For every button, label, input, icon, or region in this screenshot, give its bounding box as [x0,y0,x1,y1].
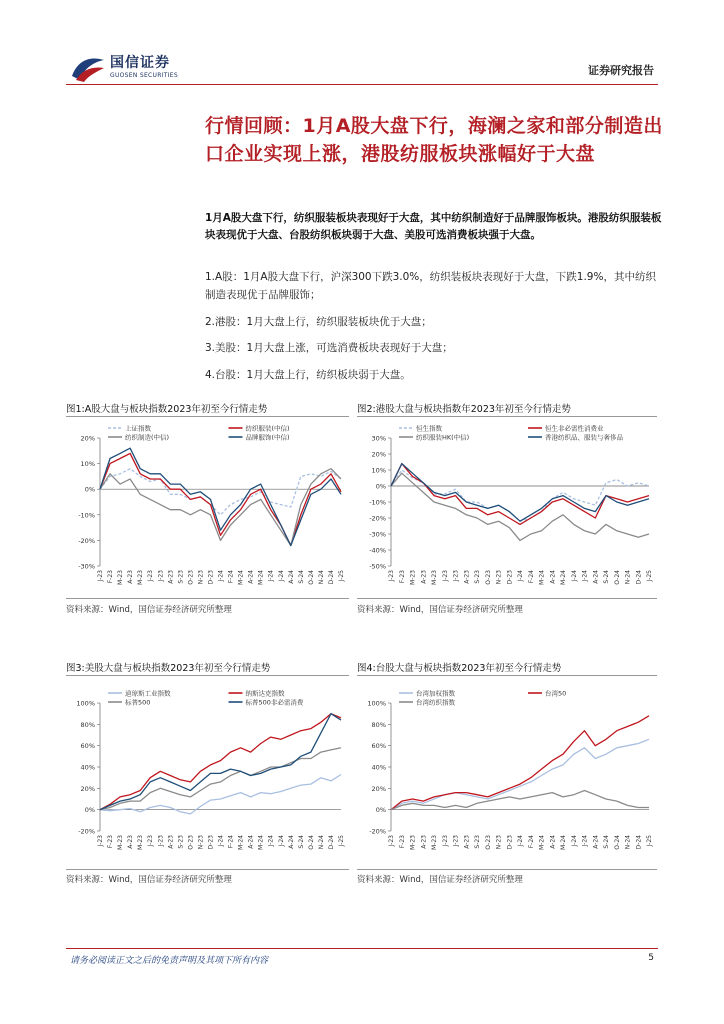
x-tick-label: N-23 [495,570,503,585]
logo [70,52,220,92]
x-tick-label: S-23 [474,570,481,584]
point-3: 3.美股：1月大盘上涨，可选消费板块表现好于大盘； [205,342,453,354]
x-tick-label: O-23 [187,835,195,850]
section-title: 行情回顾：1月A股大盘下行，海澜之家和部分制造出口企业实现上涨，港股纺服板块涨幅好于大盘 [205,115,663,165]
figure-3-rule [66,675,349,676]
x-tick-label: J-24 [581,835,589,847]
y-tick-label: 80% [371,720,386,729]
x-tick-label: J-25 [338,570,345,582]
y-tick-label: 60% [371,742,386,751]
figure-1-rule [66,416,349,417]
y-tick-label: 60% [80,742,95,751]
x-tick-label: S-23 [177,835,185,849]
y-tick-label: 40% [371,763,386,772]
y-tick-label: 100% [76,699,95,708]
legend-label: 纺织服装HK(中信) [416,433,470,442]
y-tick-label: 0% [375,806,386,815]
x-tick-label: O-23 [484,570,492,585]
x-tick-label: N-23 [197,570,205,585]
figure-1-bottom-rule [66,598,349,599]
y-tick-label: -20% [369,514,386,523]
y-tick-label: 20% [80,434,95,443]
y-tick-label: -20% [78,827,95,836]
x-tick-label: S-24 [603,570,610,584]
legend-label: 纳斯达克指数 [245,689,285,698]
y-tick-label: -10% [369,498,386,507]
figure-4-title: 图4:台股大盘与板块指数2023年初至今行情走势 [357,663,562,674]
x-tick-label: M-23 [117,835,125,850]
figure-2-rule [357,416,657,417]
x-tick-label: J-24 [277,570,285,582]
y-tick-label: 0% [84,806,95,815]
legend-label: 恒生指数 [416,424,442,433]
x-tick-label: M-23 [431,570,438,585]
x-tick-label: M-23 [137,570,145,585]
figure-4-source: 资料来源：Wind，国信证券经济研究所整理 [357,875,523,885]
series-line-2 [391,464,649,525]
point-2: 2.港股：1月大盘上行，纺织服装板块优于大盘； [205,316,432,328]
legend-label: 台湾50 [545,689,567,698]
x-tick-label: J-23 [452,835,460,847]
header-divider [66,84,658,85]
x-tick-label: D-23 [207,835,215,850]
series-line-1 [100,775,341,814]
x-tick-label: O-24 [307,570,315,585]
x-tick-label: J-23 [97,570,104,582]
x-tick-label: A-23 [420,835,428,849]
x-tick-label: J-24 [217,570,225,582]
x-tick-label: M-23 [431,835,438,850]
x-tick-label: A-24 [287,570,295,584]
x-tick-label: N-23 [495,835,503,850]
x-tick-label: F-23 [107,835,115,849]
legend-label: 香港纺织品、服装与奢侈品 [545,433,623,442]
x-tick-label: J-23 [157,570,165,582]
y-tick-label: 30% [371,434,386,443]
x-tick-label: M-24 [538,570,546,585]
x-tick-label: A-24 [247,835,255,849]
figure-2-source: 资料来源：Wind，国信证券经济研究所整理 [357,605,523,615]
y-tick-label: -40% [369,546,386,555]
x-tick-label: A-24 [287,835,295,849]
x-tick-label: M-24 [560,835,567,850]
x-tick-label: O-24 [613,570,621,585]
figure-4-bottom-rule [357,869,657,870]
x-tick-label: D-24 [635,570,643,585]
x-tick-label: M-23 [117,570,125,585]
x-tick-label: J-24 [570,570,578,582]
y-tick-label: -30% [369,530,386,539]
x-tick-label: M-24 [237,570,245,585]
x-tick-label: O-23 [484,835,492,850]
y-tick-label: -20% [369,827,386,836]
legend-label: 上证指数 [125,424,151,433]
series-line-4 [391,464,649,522]
series-line-2 [100,453,341,545]
x-tick-label: O-24 [613,835,621,850]
logo-en-text: GUOSEN SECURITIES [110,72,179,79]
x-tick-label: N-23 [197,835,205,850]
logo-cn-text: 国信证券 [110,55,170,71]
x-tick-label: A-23 [167,835,175,849]
figure-2-chart [357,420,657,600]
x-tick-label: J-23 [157,835,165,847]
x-tick-label: D-23 [506,835,514,850]
legend-label: 标普500 [125,698,151,707]
y-tick-label: 10% [80,460,95,469]
x-tick-label: A-23 [463,570,471,584]
x-tick-label: D-24 [327,570,335,585]
x-tick-label: S-23 [177,570,185,584]
x-tick-label: S-24 [603,835,610,849]
x-tick-label: A-24 [592,570,600,584]
x-tick-label: J-23 [388,835,395,847]
y-tick-label: 0% [375,482,386,491]
x-tick-label: M-23 [409,570,417,585]
x-tick-label: F-23 [398,835,406,849]
x-tick-label: M-24 [538,835,546,850]
x-tick-label: N-24 [317,835,325,850]
x-tick-label: J-23 [97,835,104,847]
series-line-3 [391,473,649,540]
legend-label: 道琼斯工业指数 [125,689,171,698]
x-tick-label: A-23 [463,835,471,849]
x-tick-label: M-23 [409,835,417,850]
x-tick-label: F-23 [398,570,406,584]
x-tick-label: F-24 [527,570,535,584]
x-tick-label: A-24 [592,835,600,849]
x-tick-label: A-24 [549,570,557,584]
legend-label: 标普500非必需消费 [245,698,304,707]
x-tick-label: O-23 [187,570,195,585]
page-number: 5 [648,953,654,963]
x-tick-label: J-23 [147,835,155,847]
figure-3-title: 图3:美股大盘与板块指数2023年初至今行情走势 [66,663,271,674]
footer-disclaimer: 请务必阅读正文之后的免责声明及其项下所有内容 [70,956,269,966]
legend-label: 台湾加权指数 [416,689,455,698]
x-tick-label: F-24 [527,835,535,849]
legend-label: 品牌服饰(中信) [245,433,290,442]
series-line-3 [100,748,341,810]
x-tick-label: D-23 [506,570,514,585]
figure-4-rule [357,675,657,676]
x-tick-label: M-24 [257,835,265,850]
x-tick-label: J-23 [452,570,460,582]
figure-1-title: 图1:A股大盘与板块指数2023年初至今行情走势 [66,404,268,415]
footer-divider [66,948,658,949]
x-tick-label: F-24 [227,570,235,584]
x-tick-label: J-24 [217,835,225,847]
x-tick-label: F-24 [227,835,235,849]
series-line-2 [100,714,341,810]
x-tick-label: J-25 [646,570,653,582]
x-tick-label: J-24 [517,570,524,582]
y-tick-label: -20% [78,536,95,545]
x-tick-label: M-24 [257,570,265,585]
x-tick-label: A-24 [549,835,557,849]
x-tick-label: M-23 [137,835,145,850]
series-line-1 [391,470,649,521]
legend-label: 纺织制造(中信) [125,433,170,442]
x-tick-label: A-23 [167,570,175,584]
y-tick-label: -10% [78,511,95,520]
legend-label: 台湾纺织指数 [416,698,455,707]
point-1: 1.A股：1月A股大盘下行，沪深300下跌3.0%，纺织装板块表现好于大盘，下跌1.9%，其中纺织制造表现优于品牌服饰； [205,271,656,301]
figure-3-source: 资料来源：Wind，国信证券经济研究所整理 [66,875,232,885]
x-tick-label: M-24 [560,570,567,585]
x-tick-label: O-24 [307,835,315,850]
x-tick-label: S-24 [297,570,305,584]
y-tick-label: 80% [80,720,95,729]
x-tick-label: J-23 [441,570,449,582]
series-line-2 [391,716,649,810]
x-tick-label: J-23 [441,835,449,847]
x-tick-label: J-25 [646,835,653,847]
x-tick-label: N-24 [317,570,325,585]
section-lead: 1月A股大盘下行，纺织服装板块表现好于大盘，其中纺织制造好于品牌服饰板块。港股纺织服装板块表现优于大盘、台股纺织板块弱于大盘、美股可选消费板块强于大盘。 [205,212,662,241]
x-tick-label: J-24 [267,835,275,847]
x-tick-label: J-24 [267,570,275,582]
y-tick-label: 10% [371,466,386,475]
x-tick-label: D-23 [207,570,215,585]
figure-1-source: 资料来源：Wind，国信证券经济研究所整理 [66,605,232,615]
guosen-logo-icon [70,54,106,84]
legend-label: 恒生非必需性消费业 [545,424,604,433]
y-tick-label: 0% [84,485,95,494]
x-tick-label: D-24 [327,835,335,850]
x-tick-label: J-23 [147,570,155,582]
legend-label: 纺织服装(中信) [245,424,290,433]
x-tick-label: S-23 [474,835,481,849]
x-tick-label: A-23 [127,570,135,584]
y-tick-label: 20% [80,784,95,793]
x-tick-label: J-24 [570,835,578,847]
y-tick-label: -30% [78,562,95,571]
figure-3-chart [66,685,349,865]
x-tick-label: S-24 [297,835,305,849]
y-tick-label: 100% [367,699,386,708]
y-tick-label: -50% [369,562,386,571]
figure-4-chart [357,685,657,865]
x-tick-label: A-24 [247,570,255,584]
x-tick-label: F-23 [107,570,115,584]
report-type: 证券研究报告 [588,64,654,77]
x-tick-label: J-24 [277,835,285,847]
x-tick-label: A-23 [420,570,428,584]
x-tick-label: N-24 [624,835,632,850]
x-tick-label: N-24 [624,570,632,585]
y-tick-label: 40% [80,763,95,772]
x-tick-label: J-24 [517,835,524,847]
figure-1-chart [66,420,349,600]
y-tick-label: 20% [371,450,386,459]
x-tick-label: J-24 [581,570,589,582]
x-tick-label: J-23 [388,570,395,582]
point-4: 4.台股：1月大盘上行，纺织板块弱于大盘。 [205,369,411,381]
figure-2-bottom-rule [357,598,657,599]
x-tick-label: J-25 [338,835,345,847]
x-tick-label: M-24 [237,835,245,850]
series-line-4 [100,714,341,810]
x-tick-label: A-23 [127,835,135,849]
figure-2-title: 图2:港股大盘与板块指数年2023年初至今行情走势 [357,404,571,415]
y-tick-label: 20% [371,784,386,793]
x-tick-label: D-24 [635,835,643,850]
figure-3-bottom-rule [66,869,349,870]
